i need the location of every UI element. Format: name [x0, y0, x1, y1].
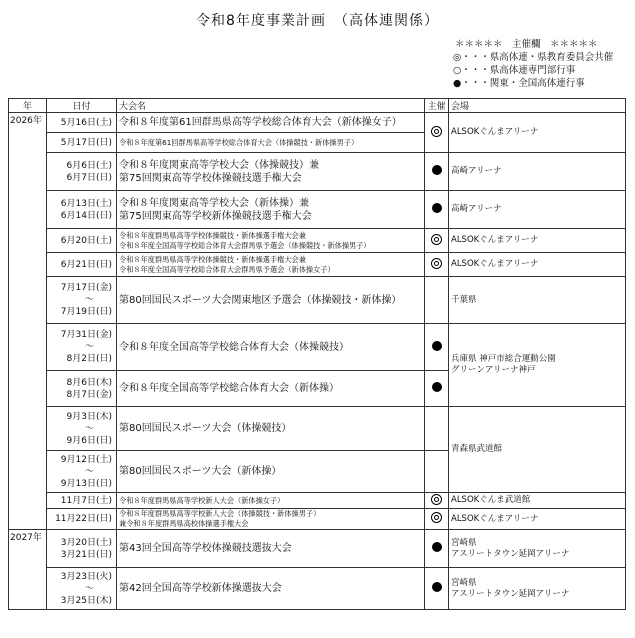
- venue-cell: [449, 530, 626, 568]
- date-text: 6月13日(土): [60, 198, 112, 209]
- event-name-line: 令和８年度群馬県高等学校体操競技・新体操選手権大会兼: [119, 230, 306, 240]
- date-cell: [47, 568, 117, 610]
- event-name-line: 令和８年度全国高等学校総合体育大会（新体操）: [119, 383, 339, 394]
- host-cell: [425, 191, 449, 229]
- venue-line: アスリートタウン延岡アリーナ: [451, 588, 570, 599]
- venue-cell: [449, 153, 626, 191]
- venue-line: ALSOKぐんま武道館: [451, 495, 531, 505]
- table-row: [9, 113, 626, 133]
- event-name-cell: [117, 451, 425, 493]
- host-cell: [425, 530, 449, 568]
- event-name-cell: [117, 277, 425, 324]
- joint-host-icon: [431, 258, 442, 269]
- date-text: 8月7日(金): [66, 389, 112, 400]
- joint-host-icon: [431, 512, 442, 523]
- year-cell: 2027年: [9, 530, 47, 610]
- table-header-row: [9, 99, 626, 113]
- date-cell: [47, 493, 117, 509]
- venue-line: 宮崎県: [451, 577, 477, 588]
- table-row: [9, 407, 626, 451]
- legend-heading: ＊＊＊＊＊ 主催欄 ＊＊＊＊＊: [455, 39, 598, 50]
- date-text: 9月6日(日): [66, 435, 112, 446]
- date-cell: [47, 277, 117, 324]
- table-row: [9, 191, 626, 229]
- legend-item: ◎・・・県高体連・県教育委員会共催: [453, 52, 614, 63]
- date-cell: [47, 407, 117, 451]
- event-name-cell: [117, 113, 425, 133]
- venue-line: ALSOKぐんまアリーナ: [451, 259, 539, 269]
- date-cell: [47, 229, 117, 253]
- event-name-line: 令和８年度全国高等学校総合体育大会群馬県予選会（体操競技・新体操男子）: [119, 240, 371, 250]
- host-cell: [425, 407, 449, 451]
- event-name-cell: [117, 371, 425, 407]
- legend-item: ○・・・県高体連専門部行事: [453, 65, 576, 76]
- range-separator: 〜: [84, 583, 94, 594]
- venue-line: 高崎アリーナ: [451, 166, 502, 176]
- date-cell: [47, 191, 117, 229]
- date-cell: [47, 451, 117, 493]
- event-name-line: 第80回国民スポーツ大会（体操競技）: [119, 423, 292, 434]
- range-separator: 〜: [84, 295, 94, 305]
- event-name-line: 令和８年度関東高等学校大会（体操競技）兼: [119, 159, 319, 171]
- host-legend: [453, 38, 613, 90]
- national-host-icon: [432, 203, 442, 213]
- date-cell: [47, 530, 117, 568]
- table-row: [9, 153, 626, 191]
- national-host-icon: [432, 165, 442, 175]
- date-text: 9月3日(木): [66, 411, 112, 422]
- event-name-line: 第43回全国高等学校体操競技選抜大会: [119, 543, 292, 554]
- venue-cell: [449, 277, 626, 324]
- date-text: 3月25日(木): [60, 595, 112, 606]
- table-row: [9, 229, 626, 253]
- event-name-cell: [117, 407, 425, 451]
- date-text: 3月20日(土): [60, 537, 112, 548]
- event-name-line: 第80回国民スポーツ大会（新体操）: [119, 466, 282, 477]
- header-host: 主催: [425, 99, 449, 113]
- host-cell: [425, 493, 449, 509]
- header-venue: 会場: [449, 99, 626, 113]
- venue-line: ALSOKぐんまアリーナ: [451, 513, 539, 524]
- host-cell: [425, 253, 449, 277]
- event-name-line: 令和８年度群馬県高等学校新人大会（新体操女子）: [119, 495, 285, 505]
- venue-cell: [449, 191, 626, 229]
- event-name-line: 第80回国民スポーツ大会関東地区予選会（体操競技・新体操）: [119, 294, 402, 306]
- range-separator: 〜: [84, 342, 94, 352]
- range-separator: 〜: [84, 466, 94, 477]
- host-cell: [425, 277, 449, 324]
- event-name-cell: [117, 253, 425, 277]
- table-row: [9, 568, 626, 610]
- host-cell: [425, 509, 449, 530]
- venue-cell: [449, 509, 626, 530]
- event-name-cell: [117, 568, 425, 610]
- event-name-cell: [117, 191, 425, 229]
- date-text: 6月21日(日): [60, 259, 112, 270]
- venue-cell: [449, 493, 626, 509]
- host-cell: [425, 371, 449, 407]
- table-row: [9, 253, 626, 277]
- legend-item: ●・・・関東・全国高体連行事: [453, 78, 585, 89]
- venue-cell: [449, 568, 626, 610]
- date-text: 3月21日(日): [60, 549, 112, 560]
- event-name-cell: [117, 153, 425, 191]
- header-year: 年: [9, 99, 47, 113]
- table-row: [9, 530, 626, 568]
- event-name-cell: [117, 324, 425, 371]
- table-row: [9, 509, 626, 530]
- date-text: 5月16日(土): [60, 117, 112, 128]
- date-text: 6月6日(土): [66, 160, 112, 171]
- date-text: 7月31日(金): [60, 330, 112, 340]
- event-name-cell: [117, 133, 425, 153]
- venue-line: アスリートタウン延岡アリーナ: [451, 548, 570, 559]
- date-cell: [47, 509, 117, 530]
- page-title: 令和8年度事業計画 （高体連関係）: [196, 13, 439, 29]
- date-text: 11月22日(日): [55, 514, 112, 524]
- date-text: 8月6日(木): [66, 377, 112, 388]
- event-name-cell: [117, 493, 425, 509]
- host-cell: [425, 153, 449, 191]
- table-row: [9, 277, 626, 324]
- header-name: 大会名: [117, 99, 425, 113]
- date-text: 8月2日(日): [66, 354, 112, 364]
- date-cell: [47, 133, 117, 153]
- event-name-line: 令和８年度全国高等学校総合体育大会群馬県予選会（新体操女子）: [119, 264, 335, 274]
- event-name-line: 第75回関東高等学校体操競技選手権大会: [119, 172, 302, 184]
- table-row: [9, 324, 626, 371]
- range-separator: 〜: [84, 423, 94, 434]
- table-row: [9, 493, 626, 509]
- date-text: 9月13日(日): [60, 478, 112, 489]
- event-name-line: 令和８年度第61回群馬県高等学校総合体育大会（新体操女子）: [119, 117, 402, 128]
- host-cell: [425, 229, 449, 253]
- event-name-line: 第75回関東高等学校新体操競技選手権大会: [119, 210, 312, 222]
- event-name-cell: [117, 509, 425, 530]
- venue-line: ALSOKぐんまアリーナ: [451, 235, 539, 245]
- event-name-line: 第42回全国高等学校新体操選抜大会: [119, 583, 282, 594]
- date-text: 11月7日(土): [60, 495, 112, 506]
- venue-cell: [449, 113, 626, 153]
- joint-host-icon: [431, 494, 442, 505]
- national-host-icon: [432, 341, 442, 351]
- event-name-cell: [117, 229, 425, 253]
- event-name-line: 令和８年度群馬県高等学校体操競技・新体操選手権大会兼: [119, 254, 306, 264]
- venue-line: 千葉県: [451, 294, 477, 305]
- event-name-cell: [117, 530, 425, 568]
- date-text: 3月23日(火): [60, 571, 112, 582]
- date-cell: [47, 153, 117, 191]
- host-cell: [425, 568, 449, 610]
- host-cell: [425, 113, 449, 153]
- venue-cell: [449, 229, 626, 253]
- header-date: 日付: [47, 99, 117, 113]
- joint-host-icon: [431, 126, 442, 137]
- date-text: 9月12日(土): [60, 454, 112, 465]
- host-cell: [425, 324, 449, 371]
- date-cell: [47, 371, 117, 407]
- date-text: 5月17日(日): [60, 137, 112, 148]
- venue-line: 宮崎県: [451, 537, 477, 548]
- venue-line: グリーンアリーナ神戸: [451, 365, 536, 375]
- date-text: 6月7日(日): [66, 172, 112, 183]
- event-name-line: 令和８年度群馬県高等学校新人大会（体操競技・新体操男子）: [119, 509, 321, 518]
- date-text: 6月20日(土): [60, 235, 112, 246]
- date-text: 6月14日(日): [60, 210, 112, 221]
- venue-line: 高崎アリーナ: [451, 204, 502, 214]
- date-cell: [47, 113, 117, 133]
- year-cell: 2026年: [9, 113, 47, 530]
- national-host-icon: [432, 582, 442, 592]
- date-cell: [47, 253, 117, 277]
- event-name-line: 兼令和８年度群馬県高校体操選手権大会: [119, 519, 249, 528]
- schedule-table: [8, 98, 626, 610]
- venue-line: 青森県武道館: [451, 444, 503, 454]
- national-host-icon: [432, 542, 442, 552]
- date-cell: [47, 324, 117, 371]
- venue-cell: [449, 324, 626, 407]
- venue-line: 兵庫県 神戸市総合運動公園: [451, 354, 556, 364]
- date-text: 7月19日(日): [60, 307, 112, 317]
- date-text: 7月17日(金): [60, 283, 112, 293]
- venue-line: ALSOKぐんまアリーナ: [451, 127, 539, 137]
- venue-cell: [449, 407, 626, 493]
- event-name-line: 令和８年度第61回群馬県高等学校総合体育大会（体操競技・新体操男子）: [119, 137, 359, 147]
- host-cell: [425, 451, 449, 493]
- national-host-icon: [432, 382, 442, 392]
- event-name-line: 令和８年度全国高等学校総合体育大会（体操競技）: [119, 341, 349, 353]
- joint-host-icon: [431, 234, 442, 245]
- venue-cell: [449, 253, 626, 277]
- event-name-line: 令和８年度関東高等学校大会（新体操）兼: [119, 197, 309, 209]
